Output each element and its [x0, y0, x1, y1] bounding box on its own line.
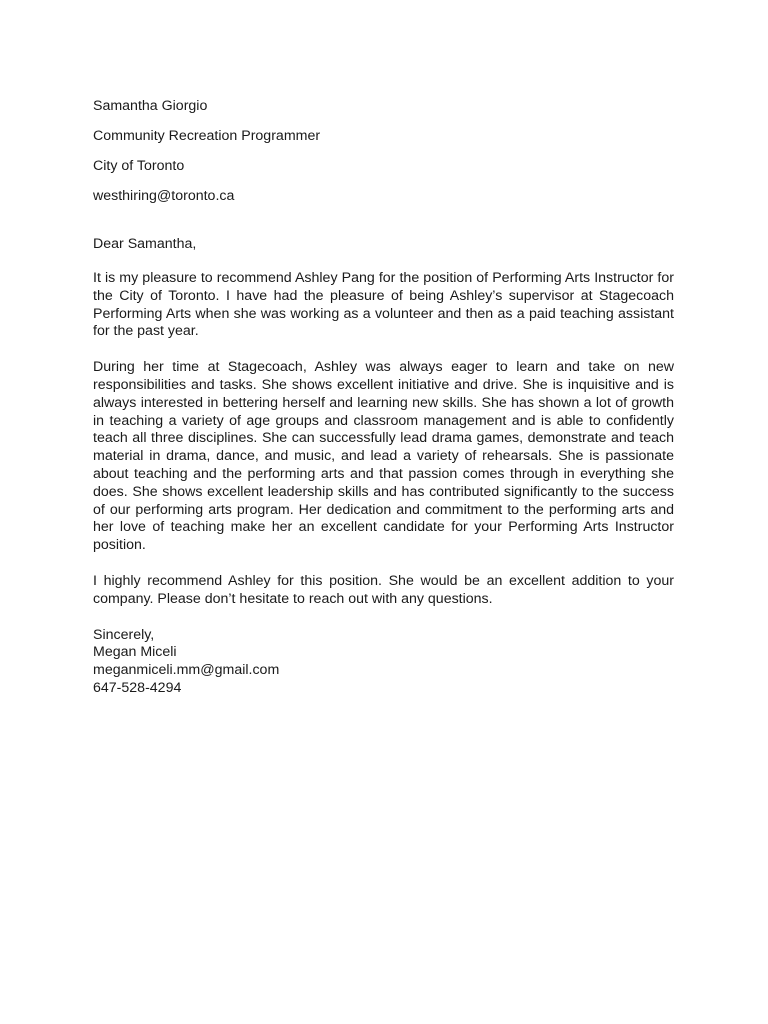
- body-paragraph: It is my pleasure to recommend Ashley Pang for the position of Performing Arts Instructor for the City of Toronto. I have had the pleasure of being Ashley’s supervisor at Stagecoach Performing Arts when she was working as a volunteer and then as a paid teaching assistant for the past year.: [93, 270, 674, 340]
- sender-email: meganmiceli.mm@gmail.com: [93, 662, 280, 679]
- recipient-block: [93, 96, 674, 206]
- salutation: Dear Samantha,: [93, 236, 197, 252]
- valediction: Sincerely,: [93, 626, 155, 643]
- letter-body: [93, 270, 674, 609]
- recipient-organization: City of Toronto: [93, 158, 185, 174]
- letter-page: [93, 96, 674, 698]
- recipient-name: Samantha Giorgio: [93, 98, 208, 114]
- body-paragraph: I highly recommend Ashley for this position. She would be an excellent addition to your company. Please don’t hesitate to reach out with any questions.: [93, 572, 674, 607]
- sender-name: Megan Miceli: [93, 644, 177, 661]
- closing-block: [93, 627, 674, 698]
- recipient-email: westhiring@toronto.ca: [93, 188, 235, 204]
- sender-phone: 647-528-4294: [93, 679, 182, 696]
- body-paragraph: During her time at Stagecoach, Ashley was always eager to learn and take on new responsibilities and tasks. She shows excellent initiative and drive. She is inquisitive and is always interested in bettering herself and learning new skills. She has shown a lot of growth in teaching a variety of age groups and classroom management and is able to confidently teach all three disciplines. She can successfully lead drama games, demonstrate and teach material in drama, dance, and music, and lead a variety of rehearsals. She is passionate about teaching and the performing arts and that passion comes through in everything she does. She shows excellent leadership skills and has contributed significantly to the success of our performing arts program. Her dedication and commitment to the performing arts and her love of teaching make her an excellent candidate for your Performing Arts Instructor position.: [93, 359, 674, 554]
- recipient-title: Community Recreation Programmer: [93, 128, 321, 144]
